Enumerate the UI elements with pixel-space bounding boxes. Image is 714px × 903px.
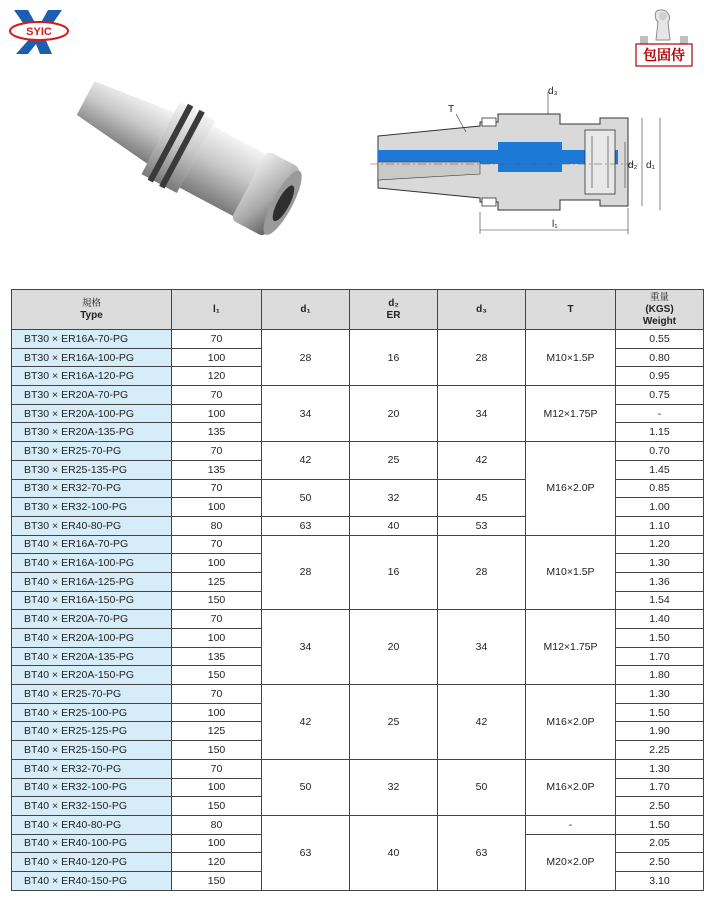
- weight-cell: 0.85: [616, 479, 704, 498]
- d1-cell: 42: [262, 442, 350, 479]
- thread-cell: M10×1.5P: [526, 535, 616, 610]
- logo-text: SYIC: [26, 26, 52, 38]
- d3-cell: 42: [438, 685, 526, 760]
- l1-cell: 125: [172, 722, 262, 741]
- l1-cell: 135: [172, 647, 262, 666]
- thread-cell: -: [526, 815, 616, 834]
- label-d1: d₁: [646, 160, 655, 171]
- l1-cell: 70: [172, 386, 262, 405]
- type-cell: BT40 × ER40-150-PG: [12, 871, 172, 890]
- l1-cell: 100: [172, 498, 262, 517]
- type-cell: BT40 × ER25-125-PG: [12, 722, 172, 741]
- header-d1: d₁: [262, 290, 350, 330]
- type-cell: BT40 × ER20A-100-PG: [12, 629, 172, 648]
- thread-cell: M10×1.5P: [526, 330, 616, 386]
- weight-cell: 2.05: [616, 834, 704, 853]
- weight-cell: 0.75: [616, 386, 704, 405]
- l1-cell: 150: [172, 666, 262, 685]
- type-cell: BT30 × ER20A-100-PG: [12, 404, 172, 423]
- guarantee-badge-logo: [632, 6, 696, 72]
- badge-text: 包固侍: [643, 48, 685, 64]
- type-cell: BT40 × ER16A-70-PG: [12, 535, 172, 554]
- d2-cell: 32: [350, 479, 438, 516]
- weight-cell: 1.50: [616, 815, 704, 834]
- type-cell: BT30 × ER25-135-PG: [12, 460, 172, 479]
- d3-cell: 42: [438, 442, 526, 479]
- type-cell: BT30 × ER16A-120-PG: [12, 367, 172, 386]
- l1-cell: 100: [172, 554, 262, 573]
- weight-cell: 1.50: [616, 629, 704, 648]
- weight-cell: 3.10: [616, 871, 704, 890]
- label-d2: d₂: [628, 160, 638, 171]
- d3-cell: 34: [438, 610, 526, 685]
- d2-cell: 40: [350, 815, 438, 890]
- type-cell: BT40 × ER40-80-PG: [12, 815, 172, 834]
- l1-cell: 100: [172, 703, 262, 722]
- d1-cell: 50: [262, 479, 350, 516]
- header-weight: 重量 (KGS) Weight: [616, 290, 704, 330]
- type-cell: BT40 × ER32-100-PG: [12, 778, 172, 797]
- table-row: [12, 386, 704, 405]
- weight-cell: 2.50: [616, 853, 704, 872]
- weight-cell: 1.30: [616, 759, 704, 778]
- table-header-row: [12, 290, 704, 330]
- d1-cell: 28: [262, 330, 350, 386]
- l1-cell: 70: [172, 685, 262, 704]
- tool-holder-image: [60, 50, 305, 260]
- l1-cell: 135: [172, 460, 262, 479]
- d1-cell: 42: [262, 685, 350, 760]
- l1-cell: 125: [172, 572, 262, 591]
- type-cell: BT40 × ER40-120-PG: [12, 853, 172, 872]
- type-cell: BT40 × ER16A-100-PG: [12, 554, 172, 573]
- type-cell: BT40 × ER20A-150-PG: [12, 666, 172, 685]
- l1-cell: 100: [172, 404, 262, 423]
- d2-cell: 32: [350, 759, 438, 815]
- l1-cell: 70: [172, 610, 262, 629]
- weight-cell: 1.54: [616, 591, 704, 610]
- header-d2: d₂ ER: [350, 290, 438, 330]
- d1-cell: 50: [262, 759, 350, 815]
- d2-cell: 20: [350, 386, 438, 442]
- type-cell: BT30 × ER40-80-PG: [12, 516, 172, 535]
- weight-cell: 1.36: [616, 572, 704, 591]
- l1-cell: 100: [172, 778, 262, 797]
- thread-cell: M16×2.0P: [526, 685, 616, 760]
- d1-cell: 63: [262, 516, 350, 535]
- d2-cell: 40: [350, 516, 438, 535]
- l1-cell: 80: [172, 516, 262, 535]
- weight-cell: 1.20: [616, 535, 704, 554]
- d2-cell: 25: [350, 685, 438, 760]
- d3-cell: 28: [438, 535, 526, 610]
- type-cell: BT40 × ER32-70-PG: [12, 759, 172, 778]
- label-l1: l₁: [552, 219, 558, 230]
- weight-cell: 1.30: [616, 554, 704, 573]
- type-cell: BT40 × ER20A-70-PG: [12, 610, 172, 629]
- type-cell: BT30 × ER32-70-PG: [12, 479, 172, 498]
- table-row: [12, 535, 704, 554]
- type-cell: BT40 × ER20A-135-PG: [12, 647, 172, 666]
- header-t: T: [526, 290, 616, 330]
- weight-cell: 1.70: [616, 647, 704, 666]
- l1-cell: 120: [172, 853, 262, 872]
- type-cell: BT30 × ER32-100-PG: [12, 498, 172, 517]
- dimension-drawing: [370, 84, 670, 244]
- d1-cell: 34: [262, 386, 350, 442]
- table-row: [12, 759, 704, 778]
- thread-cell: M16×2.0P: [526, 759, 616, 815]
- thread-cell: M12×1.75P: [526, 386, 616, 442]
- l1-cell: 150: [172, 591, 262, 610]
- type-cell: BT30 × ER20A-70-PG: [12, 386, 172, 405]
- weight-cell: 1.80: [616, 666, 704, 685]
- d3-cell: 34: [438, 386, 526, 442]
- thread-cell: M12×1.75P: [526, 610, 616, 685]
- d3-cell: 63: [438, 815, 526, 890]
- l1-cell: 100: [172, 629, 262, 648]
- weight-cell: 1.00: [616, 498, 704, 517]
- label-t: T: [448, 104, 455, 115]
- weight-cell: 1.45: [616, 460, 704, 479]
- d1-cell: 63: [262, 815, 350, 890]
- d3-cell: 45: [438, 479, 526, 516]
- d2-cell: 16: [350, 535, 438, 610]
- weight-cell: -: [616, 404, 704, 423]
- type-cell: BT40 × ER40-100-PG: [12, 834, 172, 853]
- thread-cell: M20×2.0P: [526, 834, 616, 890]
- spec-table: [11, 289, 704, 891]
- weight-cell: 0.95: [616, 367, 704, 386]
- l1-cell: 70: [172, 330, 262, 349]
- l1-cell: 70: [172, 479, 262, 498]
- table-row: [12, 610, 704, 629]
- table-row: [12, 685, 704, 704]
- header-d3: d₃: [438, 290, 526, 330]
- header-l1: l₁: [172, 290, 262, 330]
- l1-cell: 150: [172, 741, 262, 760]
- d1-cell: 34: [262, 610, 350, 685]
- type-cell: BT30 × ER20A-135-PG: [12, 423, 172, 442]
- weight-cell: 1.70: [616, 778, 704, 797]
- l1-cell: 100: [172, 834, 262, 853]
- d2-cell: 20: [350, 610, 438, 685]
- type-cell: BT40 × ER25-100-PG: [12, 703, 172, 722]
- table-row: [12, 442, 704, 461]
- d2-cell: 25: [350, 442, 438, 479]
- weight-cell: 2.25: [616, 741, 704, 760]
- weight-cell: 1.10: [616, 516, 704, 535]
- l1-cell: 150: [172, 871, 262, 890]
- l1-cell: 120: [172, 367, 262, 386]
- d2-cell: 16: [350, 330, 438, 386]
- type-cell: BT40 × ER16A-150-PG: [12, 591, 172, 610]
- weight-cell: 1.15: [616, 423, 704, 442]
- weight-cell: 0.70: [616, 442, 704, 461]
- table-row: [12, 330, 704, 349]
- weight-cell: 0.80: [616, 348, 704, 367]
- d1-cell: 28: [262, 535, 350, 610]
- syic-logo: [8, 6, 70, 56]
- l1-cell: 70: [172, 535, 262, 554]
- weight-cell: 1.30: [616, 685, 704, 704]
- weight-cell: 0.55: [616, 330, 704, 349]
- type-cell: BT30 × ER16A-100-PG: [12, 348, 172, 367]
- l1-cell: 100: [172, 348, 262, 367]
- label-d3: d₃: [548, 86, 558, 97]
- weight-cell: 2.50: [616, 797, 704, 816]
- type-cell: BT40 × ER25-70-PG: [12, 685, 172, 704]
- l1-cell: 70: [172, 442, 262, 461]
- d3-cell: 53: [438, 516, 526, 535]
- weight-cell: 1.90: [616, 722, 704, 741]
- table-row: [12, 815, 704, 834]
- weight-cell: 1.50: [616, 703, 704, 722]
- l1-cell: 135: [172, 423, 262, 442]
- type-cell: BT40 × ER25-150-PG: [12, 741, 172, 760]
- type-cell: BT40 × ER16A-125-PG: [12, 572, 172, 591]
- l1-cell: 150: [172, 797, 262, 816]
- l1-cell: 70: [172, 759, 262, 778]
- l1-cell: 80: [172, 815, 262, 834]
- type-cell: BT30 × ER16A-70-PG: [12, 330, 172, 349]
- type-cell: BT40 × ER32-150-PG: [12, 797, 172, 816]
- d3-cell: 50: [438, 759, 526, 815]
- type-cell: BT30 × ER25-70-PG: [12, 442, 172, 461]
- thread-cell: M16×2.0P: [526, 442, 616, 535]
- header-type: 規格 Type: [12, 290, 172, 330]
- weight-cell: 1.40: [616, 610, 704, 629]
- d3-cell: 28: [438, 330, 526, 386]
